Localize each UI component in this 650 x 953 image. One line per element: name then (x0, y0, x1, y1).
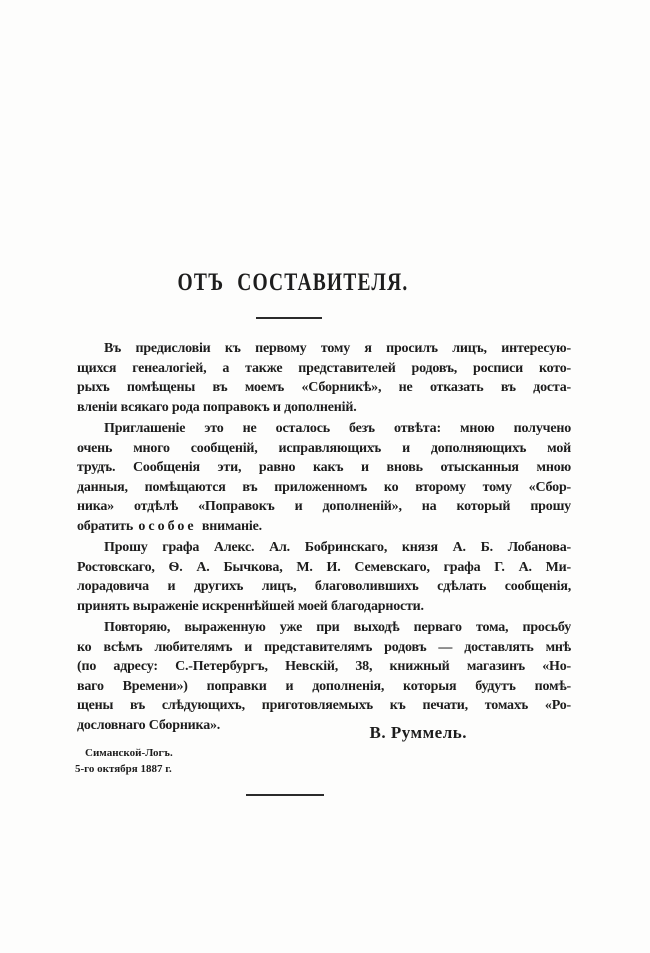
text-line: очень много сообщеній, исправляющихъ и дополняющихъ мой (77, 440, 571, 456)
emphasis-post: вниманіе. (198, 518, 262, 534)
text-line: щены въ слѣдующихъ, приготовляемыхъ къ печати, томахъ «Ро- (77, 698, 571, 713)
colophon-date: 5-го октября 1887 г. (75, 762, 172, 775)
body-text (77, 339, 571, 737)
author-signature: В. Руммель. (369, 723, 467, 742)
paragraph-4 (77, 618, 571, 735)
text-line: Повторяю, выраженную уже при выходѣ перваго тома, просьбу (104, 620, 571, 635)
text-line: Приглашеніе это не осталось безъ отвѣта: мною получено (104, 421, 571, 436)
text-line: данныя, помѣщаются въ приложенномъ ко второму тому «Сбор- (77, 479, 571, 495)
text-line-emphasis (77, 517, 571, 537)
paragraph-1 (77, 339, 571, 417)
emphasis-word: особое (138, 518, 197, 534)
text-line: ваго Времени») поправки и дополненія, которыя будутъ помѣ- (77, 678, 571, 694)
text-line: лорадовича и другихъ лицъ, благоволившихъ сдѣлать сообщенія, (77, 579, 571, 594)
text-line: дословнаго Сборника». (77, 717, 221, 733)
title-divider (256, 317, 322, 319)
page-title-text: ОТЪ СОСТАВИТЕЛЯ. (177, 269, 409, 296)
text-line: Въ предисловіи къ первому тому я просилъ лицъ, интересую- (104, 341, 571, 356)
colophon (75, 746, 173, 777)
text-line: ко всѣмъ любителямъ и представителямъ родовъ — доставлять мнѣ (77, 639, 571, 655)
text-line: рыхъ помѣщены въ моемъ «Сборникѣ», не отказать въ доста- (77, 380, 571, 395)
text-line: (по адресу: С.-Петербургъ, Невскій, 38, книжный магазинъ «Но- (77, 659, 571, 674)
paragraph-2 (77, 419, 571, 536)
paragraph-3 (77, 538, 571, 616)
end-divider (246, 794, 324, 796)
colophon-place: Симанской-Логъ. (85, 747, 173, 759)
text-line: вленіи всякаго рода поправокъ и дополненій. (77, 399, 357, 415)
text-line: Прошу графа Алекс. Ал. Бобринскаго, князя А. Б. Лобанова- (104, 540, 571, 555)
emphasis-pre: обратить (77, 518, 137, 534)
text-line: щихся генеалогіей, а также представителей родовъ, росписи кото- (77, 360, 571, 376)
text-line: принять выраженіе искреннѣйшей моей благодарности. (77, 598, 424, 614)
text-line: трудъ. Сообщенія эти, равно какъ и вновь отысканныя мною (77, 460, 571, 475)
text-line: Ростовскаго, Ѳ. А. Бычкова, М. И. Семевскаго, графа Г. А. Ми- (77, 559, 571, 575)
text-line: ника» отдѣлѣ «Поправокъ и дополненій», на который прошу (77, 499, 571, 514)
page-title (0, 269, 618, 296)
